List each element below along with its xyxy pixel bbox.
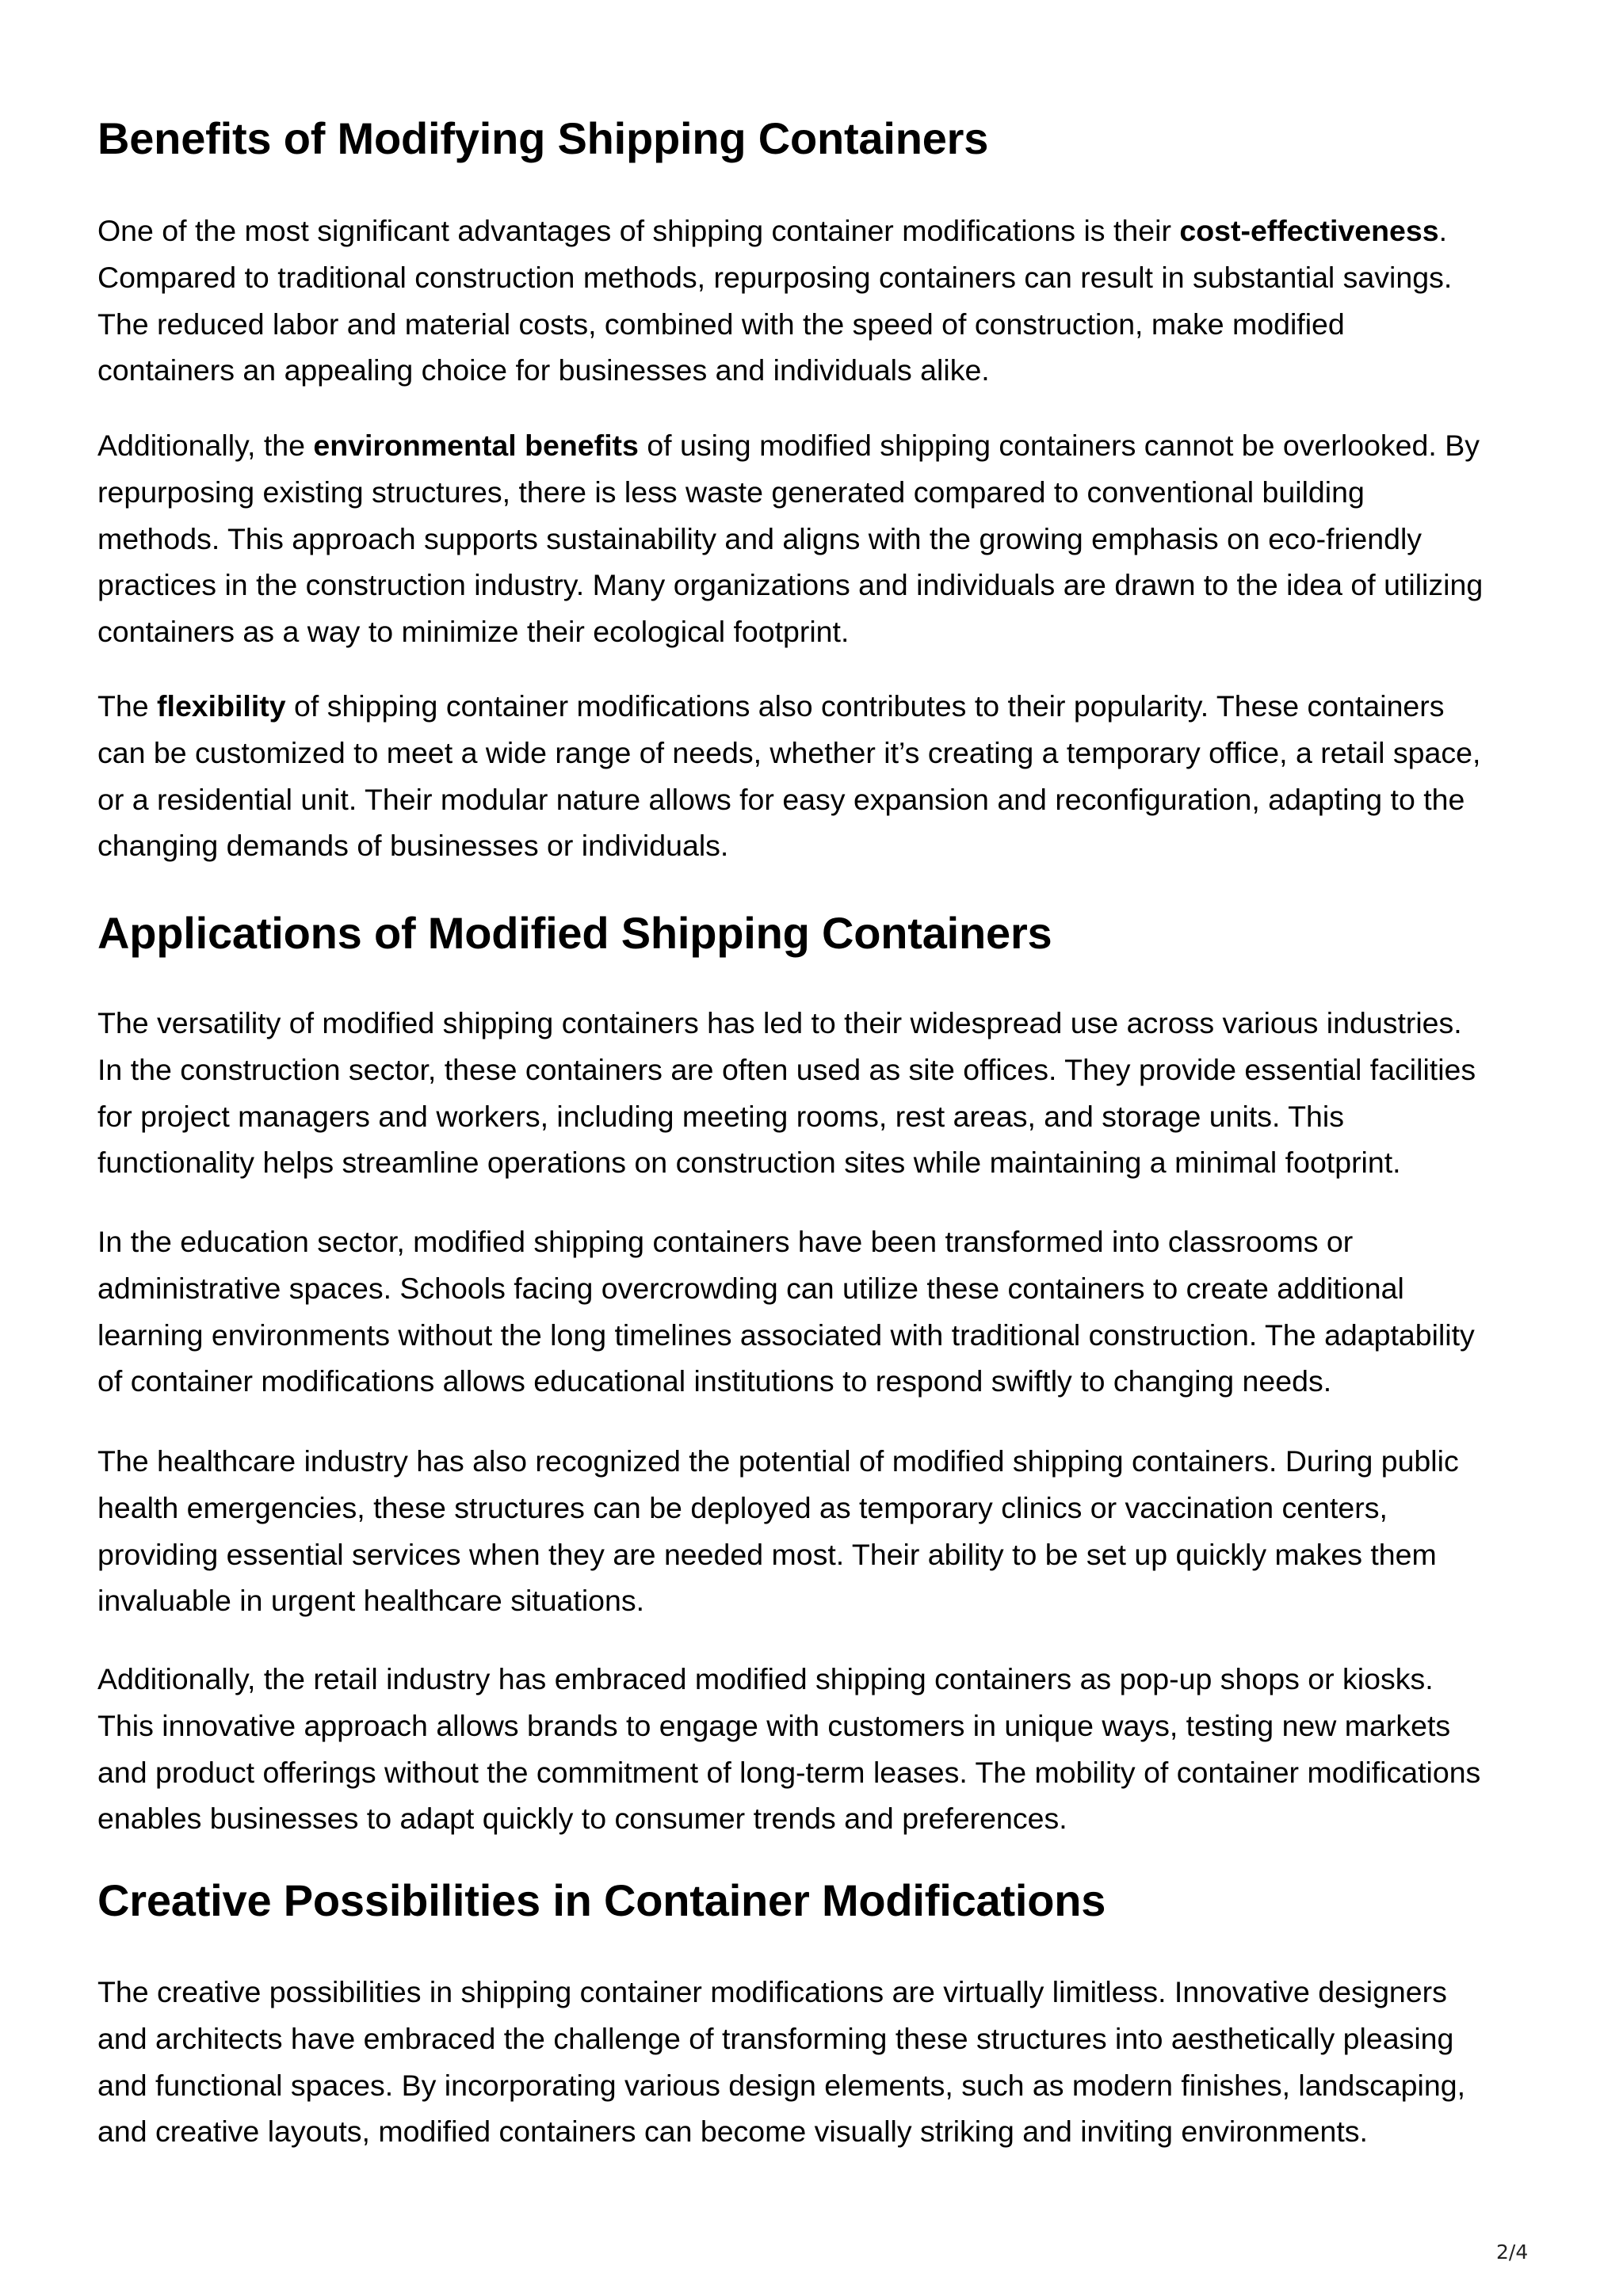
paragraph-line: enables businesses to adapt quickly to consumer trends and preferences. xyxy=(97,1802,1067,1836)
paragraph-line: Compared to traditional construction methods, repurposing containers can result in substantial savings. xyxy=(97,260,1453,294)
paragraph-line: and architects have embraced the challenge of transforming these structures into aesthetically pleasing xyxy=(97,2021,1454,2055)
paragraph-line: Additionally, the retail industry has embraced modified shipping containers as pop-up shops or kiosks. xyxy=(97,1662,1434,1695)
paragraph-line: and functional spaces. By incorporating various design elements, such as modern finishes, landscaping, xyxy=(97,2068,1465,2102)
paragraph-line: methods. This approach supports sustainability and aligns with the growing emphasis on eco-friendly xyxy=(97,521,1423,555)
text-run: One of the most significant advantages of shipping container modifications is their xyxy=(97,214,1180,247)
paragraph-line xyxy=(97,422,1483,469)
bold-term-cost-effectiveness: cost-effectiveness xyxy=(1179,214,1439,247)
paragraph-line: The creative possibilities in shipping container modifications are virtually limitless. Innovative designers xyxy=(97,1975,1447,2008)
paragraph-line: The reduced labor and material costs, combined with the speed of construction, make modified xyxy=(97,307,1345,341)
paragraph-education-sector xyxy=(97,1219,1475,1405)
section-heading-applications: Applications of Modified Shipping Containers xyxy=(97,908,1052,958)
paragraph-line: health emergencies, these structures can be deployed as temporary clinics or vaccination centers, xyxy=(97,1490,1388,1524)
paragraph-line: functionality helps streamline operations on construction sites while maintaining a minimal footprint. xyxy=(97,1146,1401,1180)
paragraph-construction-sector xyxy=(97,1000,1476,1186)
paragraph-line: In the education sector, modified shipping containers have been transformed into classrooms or xyxy=(97,1225,1354,1258)
text-run: The xyxy=(97,689,158,723)
paragraph-line: In the construction sector, these containers are often used as site offices. They provide essential facilities xyxy=(97,1052,1476,1086)
paragraph-line: of container modifications allows educational institutions to respond swiftly to changing needs. xyxy=(97,1364,1332,1398)
paragraph-line: containers an appealing choice for businesses and individuals alike. xyxy=(97,353,990,387)
paragraph-line: The healthcare industry has also recognized the potential of modified shipping containers. During public xyxy=(97,1444,1459,1478)
paragraph-line: or a residential unit. Their modular nature allows for easy expansion and reconfiguration, adapting to the xyxy=(97,782,1465,816)
paragraph-line xyxy=(97,208,1452,254)
text-run: Additionally, the xyxy=(97,429,314,462)
paragraph-line: containers as a way to minimize their ecological footprint. xyxy=(97,615,850,649)
paragraph-environmental-benefits xyxy=(97,422,1483,655)
paragraph-line: and product offerings without the commitment of long-term leases. The mobility of container modifications xyxy=(97,1755,1481,1789)
paragraph-line: for project managers and workers, including meeting rooms, rest areas, and storage units. This xyxy=(97,1099,1344,1133)
paragraph-line: administrative spaces. Schools facing overcrowding can utilize these containers to create additional xyxy=(97,1271,1404,1305)
section-heading-creative-possibilities: Creative Possibilities in Container Modifications xyxy=(97,1875,1106,1925)
paragraph-line: providing essential services when they are needed most. Their ability to be set up quickly makes them xyxy=(97,1537,1437,1571)
text-run: . xyxy=(1438,214,1448,247)
paragraph-line: can be customized to meet a wide range of needs, whether it’s creating a temporary office, a retail space, xyxy=(97,735,1481,769)
paragraph-line: This innovative approach allows brands to engage with customers in unique ways, testing new markets xyxy=(97,1708,1451,1742)
bold-term-environmental-benefits: environmental benefits xyxy=(313,429,639,462)
paragraph-line: learning environments without the long timelines associated with traditional construction. The adaptability xyxy=(97,1318,1475,1352)
paragraph-line: The versatility of modified shipping containers has led to their widespread use across various industries. xyxy=(97,1006,1462,1039)
paragraph-line xyxy=(97,683,1480,730)
paragraph-retail-industry xyxy=(97,1656,1480,1842)
paragraph-line: practices in the construction industry. Many organizations and individuals are drawn to the idea of utilizing xyxy=(97,568,1484,602)
paragraph-creative-possibilities xyxy=(97,1969,1465,2155)
paragraph-cost-effectiveness xyxy=(97,208,1452,394)
page-number: 2/4 xyxy=(1496,2241,1529,2264)
paragraph-line: repurposing existing structures, there is less waste generated compared to conventional building xyxy=(97,475,1365,509)
section-heading-benefits: Benefits of Modifying Shipping Containers xyxy=(97,113,989,163)
paragraph-line: and creative layouts, modified containers can become visually striking and inviting environments. xyxy=(97,2115,1368,2149)
bold-term-flexibility: flexibility xyxy=(157,689,286,723)
paragraph-healthcare-industry xyxy=(97,1438,1459,1624)
paragraph-line: invaluable in urgent healthcare situations. xyxy=(97,1584,645,1618)
paragraph-line: changing demands of businesses or individuals. xyxy=(97,829,729,863)
text-run: of shipping container modifications also contributes to their popularity. These containers xyxy=(285,689,1445,723)
text-run: of using modified shipping containers cannot be overlooked. By xyxy=(638,429,1480,462)
paragraph-flexibility xyxy=(97,683,1480,869)
